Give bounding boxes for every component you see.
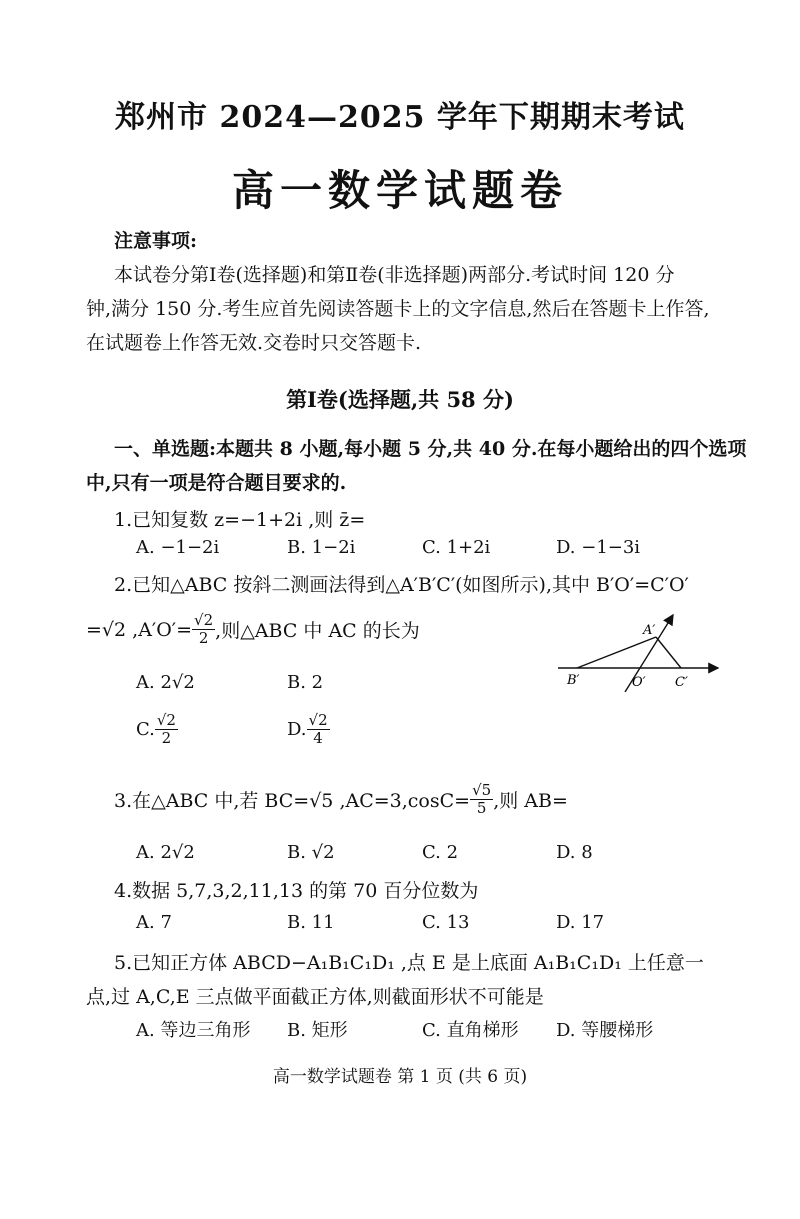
fraction-denominator: 4 bbox=[313, 729, 323, 747]
notice-heading: 注意事项: bbox=[114, 230, 198, 252]
q2-text-b: ,则△ABC 中 AC 的长为 bbox=[215, 620, 420, 642]
q5-option-b: B. 矩形 bbox=[287, 1020, 348, 1041]
option-label: D. bbox=[287, 719, 307, 740]
q4-option-a: A. 7 bbox=[136, 912, 172, 933]
question-5-stem-line2: 点,过 A,C,E 三点做平面截正方体,则截面形状不可能是 bbox=[86, 986, 544, 1008]
q2-option-b: B. 2 bbox=[287, 672, 324, 693]
segment-a-c bbox=[656, 637, 681, 668]
q2-option-c bbox=[136, 712, 178, 747]
q4-option-c: C. 13 bbox=[422, 912, 470, 933]
q4-option-d: D. 17 bbox=[556, 912, 605, 933]
label-o-prime: O′ bbox=[632, 675, 646, 690]
q1-option-b: B. 1−2i bbox=[287, 537, 356, 558]
q1-option-a: A. −1−2i bbox=[136, 537, 220, 558]
section-title: 第Ⅰ卷(选择题,共 58 分) bbox=[286, 387, 514, 412]
q3-option-a: A. 2√2 bbox=[136, 842, 195, 863]
oblique-projection-figure bbox=[555, 610, 730, 692]
q1-option-d: D. −1−3i bbox=[556, 537, 641, 558]
q5-option-d: D. 等腰梯形 bbox=[556, 1020, 654, 1041]
paper-title: 高一数学试题卷 bbox=[231, 166, 568, 215]
fraction-denominator: 2 bbox=[161, 729, 172, 747]
question-2-stem: 2.已知△ABC 按斜二测画法得到△A′B′C′(如图所示),其中 B′O′=C′O′ bbox=[114, 574, 689, 596]
q3-option-d: D. 8 bbox=[556, 842, 593, 863]
page-footer: 高一数学试题卷 第 1 页 (共 6 页) bbox=[272, 1067, 528, 1087]
q3-text-a: 3.在△ABC 中,若 BC=√5 ,AC=3,cosC= bbox=[114, 790, 471, 812]
question-1-stem: 1.已知复数 z=−1+2i ,则 z̄= bbox=[114, 509, 366, 531]
q3-option-c: C. 2 bbox=[422, 842, 459, 863]
notice-line: 本试卷分第Ⅰ卷(选择题)和第Ⅱ卷(非选择题)两部分.考试时间 120 分 bbox=[114, 264, 675, 286]
question-5-stem: 5.已知正方体 ABCD−A₁B₁C₁D₁ ,点 E 是上底面 A₁B₁C₁D₁ 上任意一 bbox=[114, 952, 704, 974]
label-a-prime: A′ bbox=[643, 623, 656, 638]
fraction-numerator: √2 bbox=[194, 611, 214, 629]
q3-text-b: ,则 AB= bbox=[493, 790, 568, 812]
label-b-prime: B′ bbox=[567, 673, 580, 688]
q1-option-c: C. 1+2i bbox=[422, 537, 491, 558]
notice-line: 在试题卷上作答无效.交卷时只交答题卡. bbox=[86, 332, 422, 354]
fraction-numerator: √2 bbox=[308, 711, 328, 729]
section-intro: 一、单选题:本题共 8 小题,每小题 5 分,共 40 分.在每小题给出的四个选项 bbox=[114, 438, 747, 460]
q2-option-a: A. 2√2 bbox=[136, 672, 195, 693]
option-label: C. bbox=[136, 719, 155, 740]
q5-option-c: C. 直角梯形 bbox=[422, 1020, 519, 1041]
question-4-stem: 4.数据 5,7,3,2,11,13 的第 70 百分位数为 bbox=[114, 880, 479, 902]
q3-option-b: B. √2 bbox=[287, 842, 335, 863]
fraction-denominator: 2 bbox=[198, 629, 209, 647]
option-fraction bbox=[307, 712, 330, 747]
question-2-stem-line2 bbox=[86, 612, 420, 647]
q2-text-a: =√2 ,A′O′= bbox=[86, 618, 193, 641]
segment-b-a bbox=[577, 637, 656, 668]
q4-option-b: B. 11 bbox=[287, 912, 335, 933]
q3-fraction bbox=[470, 782, 493, 817]
label-c-prime: C′ bbox=[675, 675, 688, 690]
fraction-denominator: 5 bbox=[476, 799, 487, 817]
q2-fraction bbox=[192, 612, 215, 647]
q2-option-d bbox=[287, 712, 330, 747]
option-fraction bbox=[155, 712, 178, 747]
notice-line: 钟,满分 150 分.考生应首先阅读答题卡上的文字信息,然后在答题卡上作答, bbox=[86, 298, 710, 320]
question-3-stem bbox=[114, 782, 568, 817]
fraction-numerator: √5 bbox=[472, 781, 492, 799]
section-intro: 中,只有一项是符合题目要求的. bbox=[86, 472, 347, 494]
q5-option-a: A. 等边三角形 bbox=[136, 1020, 251, 1041]
fraction-numerator: √2 bbox=[156, 711, 176, 729]
exam-title: 郑州市 2024—2025 学年下期期末考试 bbox=[115, 100, 685, 135]
